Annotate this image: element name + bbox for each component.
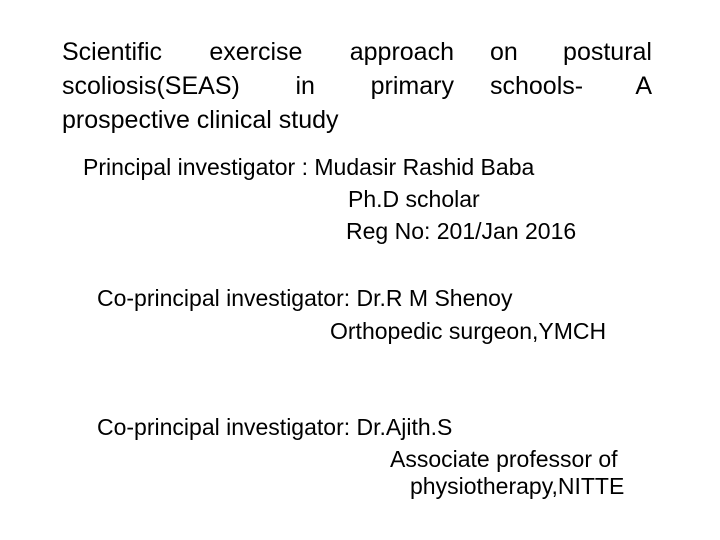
co-investigator-2-affiliation: physiotherapy,NITTE: [410, 473, 625, 499]
co-investigator-2-line: Co-principal investigator: Dr.Ajith.S: [97, 414, 453, 440]
principal-investigator-line: Principal investigator : Mudasir Rashid Baba: [83, 154, 535, 180]
principal-investigator-reg-no: Reg No: 201/Jan 2016: [346, 218, 577, 244]
title-line: on postural: [490, 38, 652, 66]
principal-investigator-degree: Ph.D scholar: [348, 186, 480, 212]
title-line: prospective clinical study: [62, 106, 339, 134]
title-line: scoliosis(SEAS) in primary: [62, 72, 454, 100]
title-right-column: [490, 35, 652, 103]
co-investigator-1-line: Co-principal investigator: Dr.R M Shenoy: [97, 285, 513, 311]
co-investigator-2-title: Associate professor of: [390, 446, 618, 472]
title-left-column: [62, 35, 454, 137]
title-line: Scientific exercise approach: [62, 38, 454, 66]
title-line: schools- A: [490, 72, 652, 100]
co-investigator-1-title: Orthopedic surgeon,YMCH: [330, 318, 607, 344]
